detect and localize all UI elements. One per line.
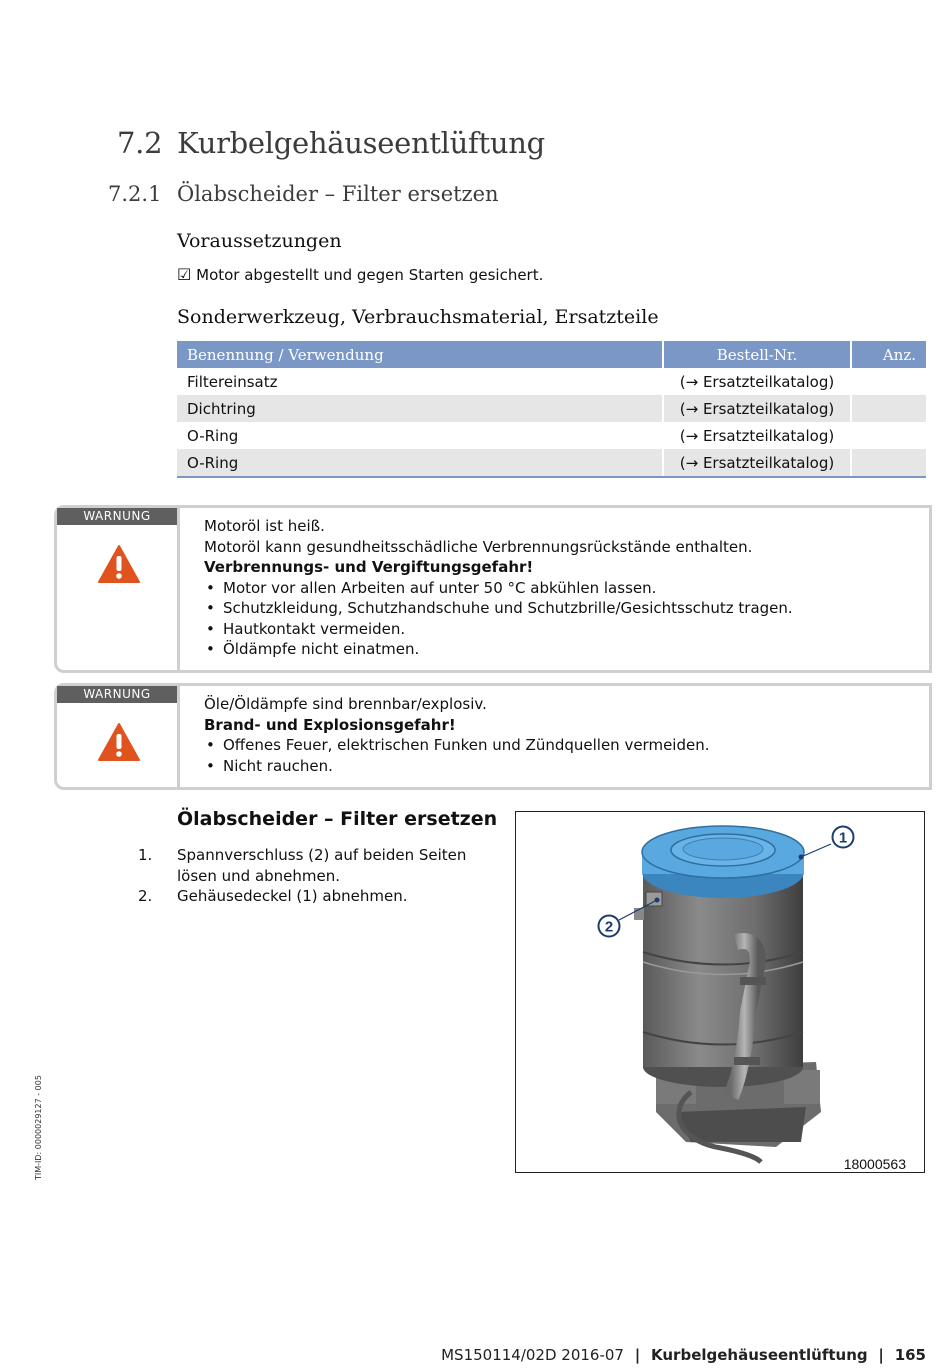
warning-sidebar (57, 508, 180, 670)
list-item: • Offenes Feuer, elektrischen Funken und Zündquellen vermeiden. (204, 735, 710, 756)
cell-name: O-Ring (177, 422, 663, 449)
cell-order: (→ Ersatzteilkatalog) (663, 449, 851, 477)
cell-qty (851, 395, 926, 422)
warning-sidebar (57, 686, 180, 787)
table-row (177, 368, 926, 395)
warning-hazard: Verbrennungs- und Vergiftungsgefahr! (204, 558, 534, 576)
column-header-qty: Anz. (851, 341, 926, 368)
warning-triangle-icon (97, 722, 141, 762)
warning-label: WARNUNG (57, 508, 177, 525)
table-row (177, 449, 926, 477)
step-text: Gehäusedeckel (1) abnehmen. (177, 887, 408, 905)
tools-heading: Sonderwerkzeug, Verbrauchsmaterial, Ersatzteile (177, 306, 659, 328)
cell-qty (851, 449, 926, 477)
list-item: • Nicht rauchen. (204, 756, 710, 777)
section-number: 7.2 (117, 126, 163, 160)
cell-order: (→ Ersatzteilkatalog) (663, 368, 851, 395)
prerequisite-text: Motor abgestellt und gegen Starten gesichert. (196, 266, 544, 284)
list-item: • Schutzkleidung, Schutzhandschuhe und Schutzbrille/Gesichtsschutz tragen. (204, 598, 793, 619)
table-row (177, 395, 926, 422)
cell-name: O-Ring (177, 449, 663, 477)
prerequisites-heading: Voraussetzungen (177, 230, 342, 252)
figure-oil-separator (515, 811, 925, 1173)
figure-id: 18000563 (843, 1156, 906, 1172)
tim-id-note: TIM-ID: 0000029127 - 005 (34, 1075, 43, 1180)
warning-line: Motoröl ist heiß. (204, 517, 325, 535)
parts-table (177, 341, 926, 478)
step-text: Spannverschluss (2) auf beiden Seiten lösen und abnehmen. (177, 846, 467, 885)
cell-qty (851, 368, 926, 395)
oil-separator-illustration (516, 812, 924, 1172)
table-row (177, 422, 926, 449)
section-title: Kurbelgehäuseentlüftung (177, 126, 545, 160)
page-footer (441, 1346, 926, 1364)
cell-name: Filtereinsatz (177, 368, 663, 395)
list-item: • Motor vor allen Arbeiten auf unter 50 °C abkühlen lassen. (204, 578, 793, 599)
warning-triangle-icon (97, 544, 141, 584)
callout-2-label: 2 (604, 918, 614, 936)
procedure-heading: Ölabscheider – Filter ersetzen (177, 808, 498, 830)
prerequisite-item (177, 265, 543, 286)
warning-label: WARNUNG (57, 686, 177, 703)
callout-2 (599, 916, 620, 937)
procedure-step (138, 886, 483, 907)
list-item: • Öldämpfe nicht einatmen. (204, 639, 793, 660)
warning-hazard: Brand- und Explosionsgefahr! (204, 715, 456, 734)
footer-chapter: Kurbelgehäuseentlüftung (651, 1346, 868, 1364)
warning-box-flammable (54, 683, 932, 790)
warning-bullets (204, 735, 710, 776)
cell-name: Dichtring (177, 395, 663, 422)
step-number: 1. (138, 846, 153, 864)
step-number: 2. (138, 887, 153, 905)
footer-doc-id: MS150114/02D 2016-07 (441, 1346, 624, 1364)
cell-order: (→ Ersatzteilkatalog) (663, 395, 851, 422)
warning-line: Öle/Öldämpfe sind brennbar/explosiv. (204, 695, 487, 713)
footer-page-number: 165 (894, 1346, 926, 1364)
checkbox-checked-icon: ☑ (177, 265, 192, 284)
warning-bullets (204, 578, 793, 660)
cell-qty (851, 422, 926, 449)
footer-separator: | (878, 1346, 884, 1364)
warning-line: Motoröl kann gesundheitsschädliche Verbrennungsrückstände enthalten. (204, 537, 753, 556)
procedure-steps (138, 845, 483, 907)
list-item: • Hautkontakt vermeiden. (204, 619, 793, 640)
procedure-step (138, 845, 483, 886)
footer-separator: | (634, 1346, 641, 1364)
callout-1-label: 1 (838, 829, 848, 847)
warning-box-hot-oil (54, 505, 932, 673)
warning-content (204, 694, 710, 776)
warning-content (204, 516, 793, 660)
cell-order: (→ Ersatzteilkatalog) (663, 422, 851, 449)
callout-1 (833, 827, 854, 848)
subsection-number: 7.2.1 (108, 182, 162, 206)
subsection-title: Ölabscheider – Filter ersetzen (177, 182, 499, 206)
column-header-name: Benennung / Verwendung (177, 341, 663, 368)
column-header-order: Bestell-Nr. (663, 341, 851, 368)
